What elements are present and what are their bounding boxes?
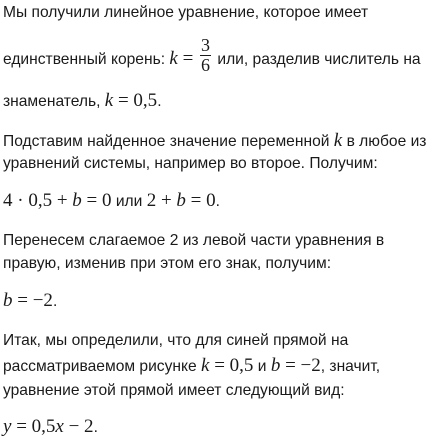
text-segment: или — [111, 193, 147, 210]
text-line-7 — [3, 231, 384, 251]
text-line-4 — [3, 131, 426, 152]
math-value: = −2 — [12, 290, 53, 311]
math-variable-x: x — [55, 416, 64, 437]
math-expression — [3, 290, 53, 311]
math-variable-b: b — [72, 190, 82, 211]
text-segment: . — [157, 93, 162, 110]
math-expression — [147, 190, 216, 211]
math-expression — [271, 355, 321, 376]
math-expression — [169, 35, 213, 75]
math-value: = 0 — [81, 190, 112, 211]
math-variable-k: k — [333, 130, 343, 151]
text-segment: . — [52, 293, 58, 310]
math-expression — [334, 130, 342, 151]
math-value: = 0,5 — [11, 416, 56, 437]
text-line-10 — [3, 331, 348, 351]
text-segment: . — [215, 193, 220, 210]
text-segment: или, разделив числитель на — [213, 50, 421, 68]
text-segment: уравнений системы, например во второе. Получим: — [3, 155, 378, 172]
math-expression — [105, 90, 157, 111]
text-segment: , значит, — [320, 358, 381, 375]
math-variable-y: y — [3, 416, 12, 437]
math-expression — [3, 416, 94, 437]
text-segment: и — [253, 358, 271, 375]
text-line-6 — [3, 191, 220, 212]
text-segment: в любое из — [342, 133, 427, 150]
text-segment: Итак, мы определили, что для синей прямой на — [3, 332, 349, 349]
math-variable-b: b — [176, 190, 186, 211]
math-variable-b: b — [3, 290, 13, 311]
text-line-11 — [3, 356, 380, 377]
math-value: = 0 — [185, 190, 216, 211]
text-segment: . — [93, 419, 98, 436]
math-value: = −2 — [280, 355, 321, 376]
math-variable-k: k — [201, 355, 210, 376]
text-segment: знаменатель, — [3, 93, 105, 110]
text-line-9 — [3, 291, 57, 312]
math-operator: = — [177, 47, 199, 69]
fraction-denominator: 6 — [201, 55, 211, 75]
math-expression — [201, 355, 253, 376]
text-segment: рассматриваемом рисунке — [3, 358, 202, 375]
text-line-3 — [3, 91, 162, 112]
math-value: 2 + — [146, 190, 177, 211]
math-value: = 0,5 — [209, 355, 254, 376]
text-segment: Перенесем слагаемое 2 из левой части уравнения в — [3, 232, 385, 249]
text-line-13 — [3, 417, 98, 438]
math-variable-k: k — [169, 47, 178, 69]
math-value: = 0,5 — [113, 90, 158, 111]
math-value: − 2 — [63, 416, 94, 437]
text-segment: единственный корень: — [3, 50, 170, 68]
text-segment: уравнение этой прямой имеет следующий вид: — [3, 382, 345, 399]
math-value: 4 · 0,5 + — [3, 190, 73, 211]
text-line-5 — [3, 154, 378, 174]
text-line-2 — [3, 35, 421, 79]
text-segment: Подставим найденное значение переменной — [3, 133, 334, 150]
text-segment: правую, изменив при этом его знак, получим: — [3, 255, 332, 272]
fraction-numerator: 3 — [201, 35, 211, 55]
math-fraction — [200, 36, 211, 75]
math-variable-k: k — [104, 90, 114, 111]
text-line-12 — [3, 381, 345, 401]
math-expression — [3, 190, 112, 211]
text-segment: Мы получили линейное уравнение, которое имеет — [3, 4, 369, 21]
text-line-8 — [3, 254, 331, 274]
math-variable-b: b — [270, 355, 281, 376]
text-line-1 — [3, 3, 368, 23]
